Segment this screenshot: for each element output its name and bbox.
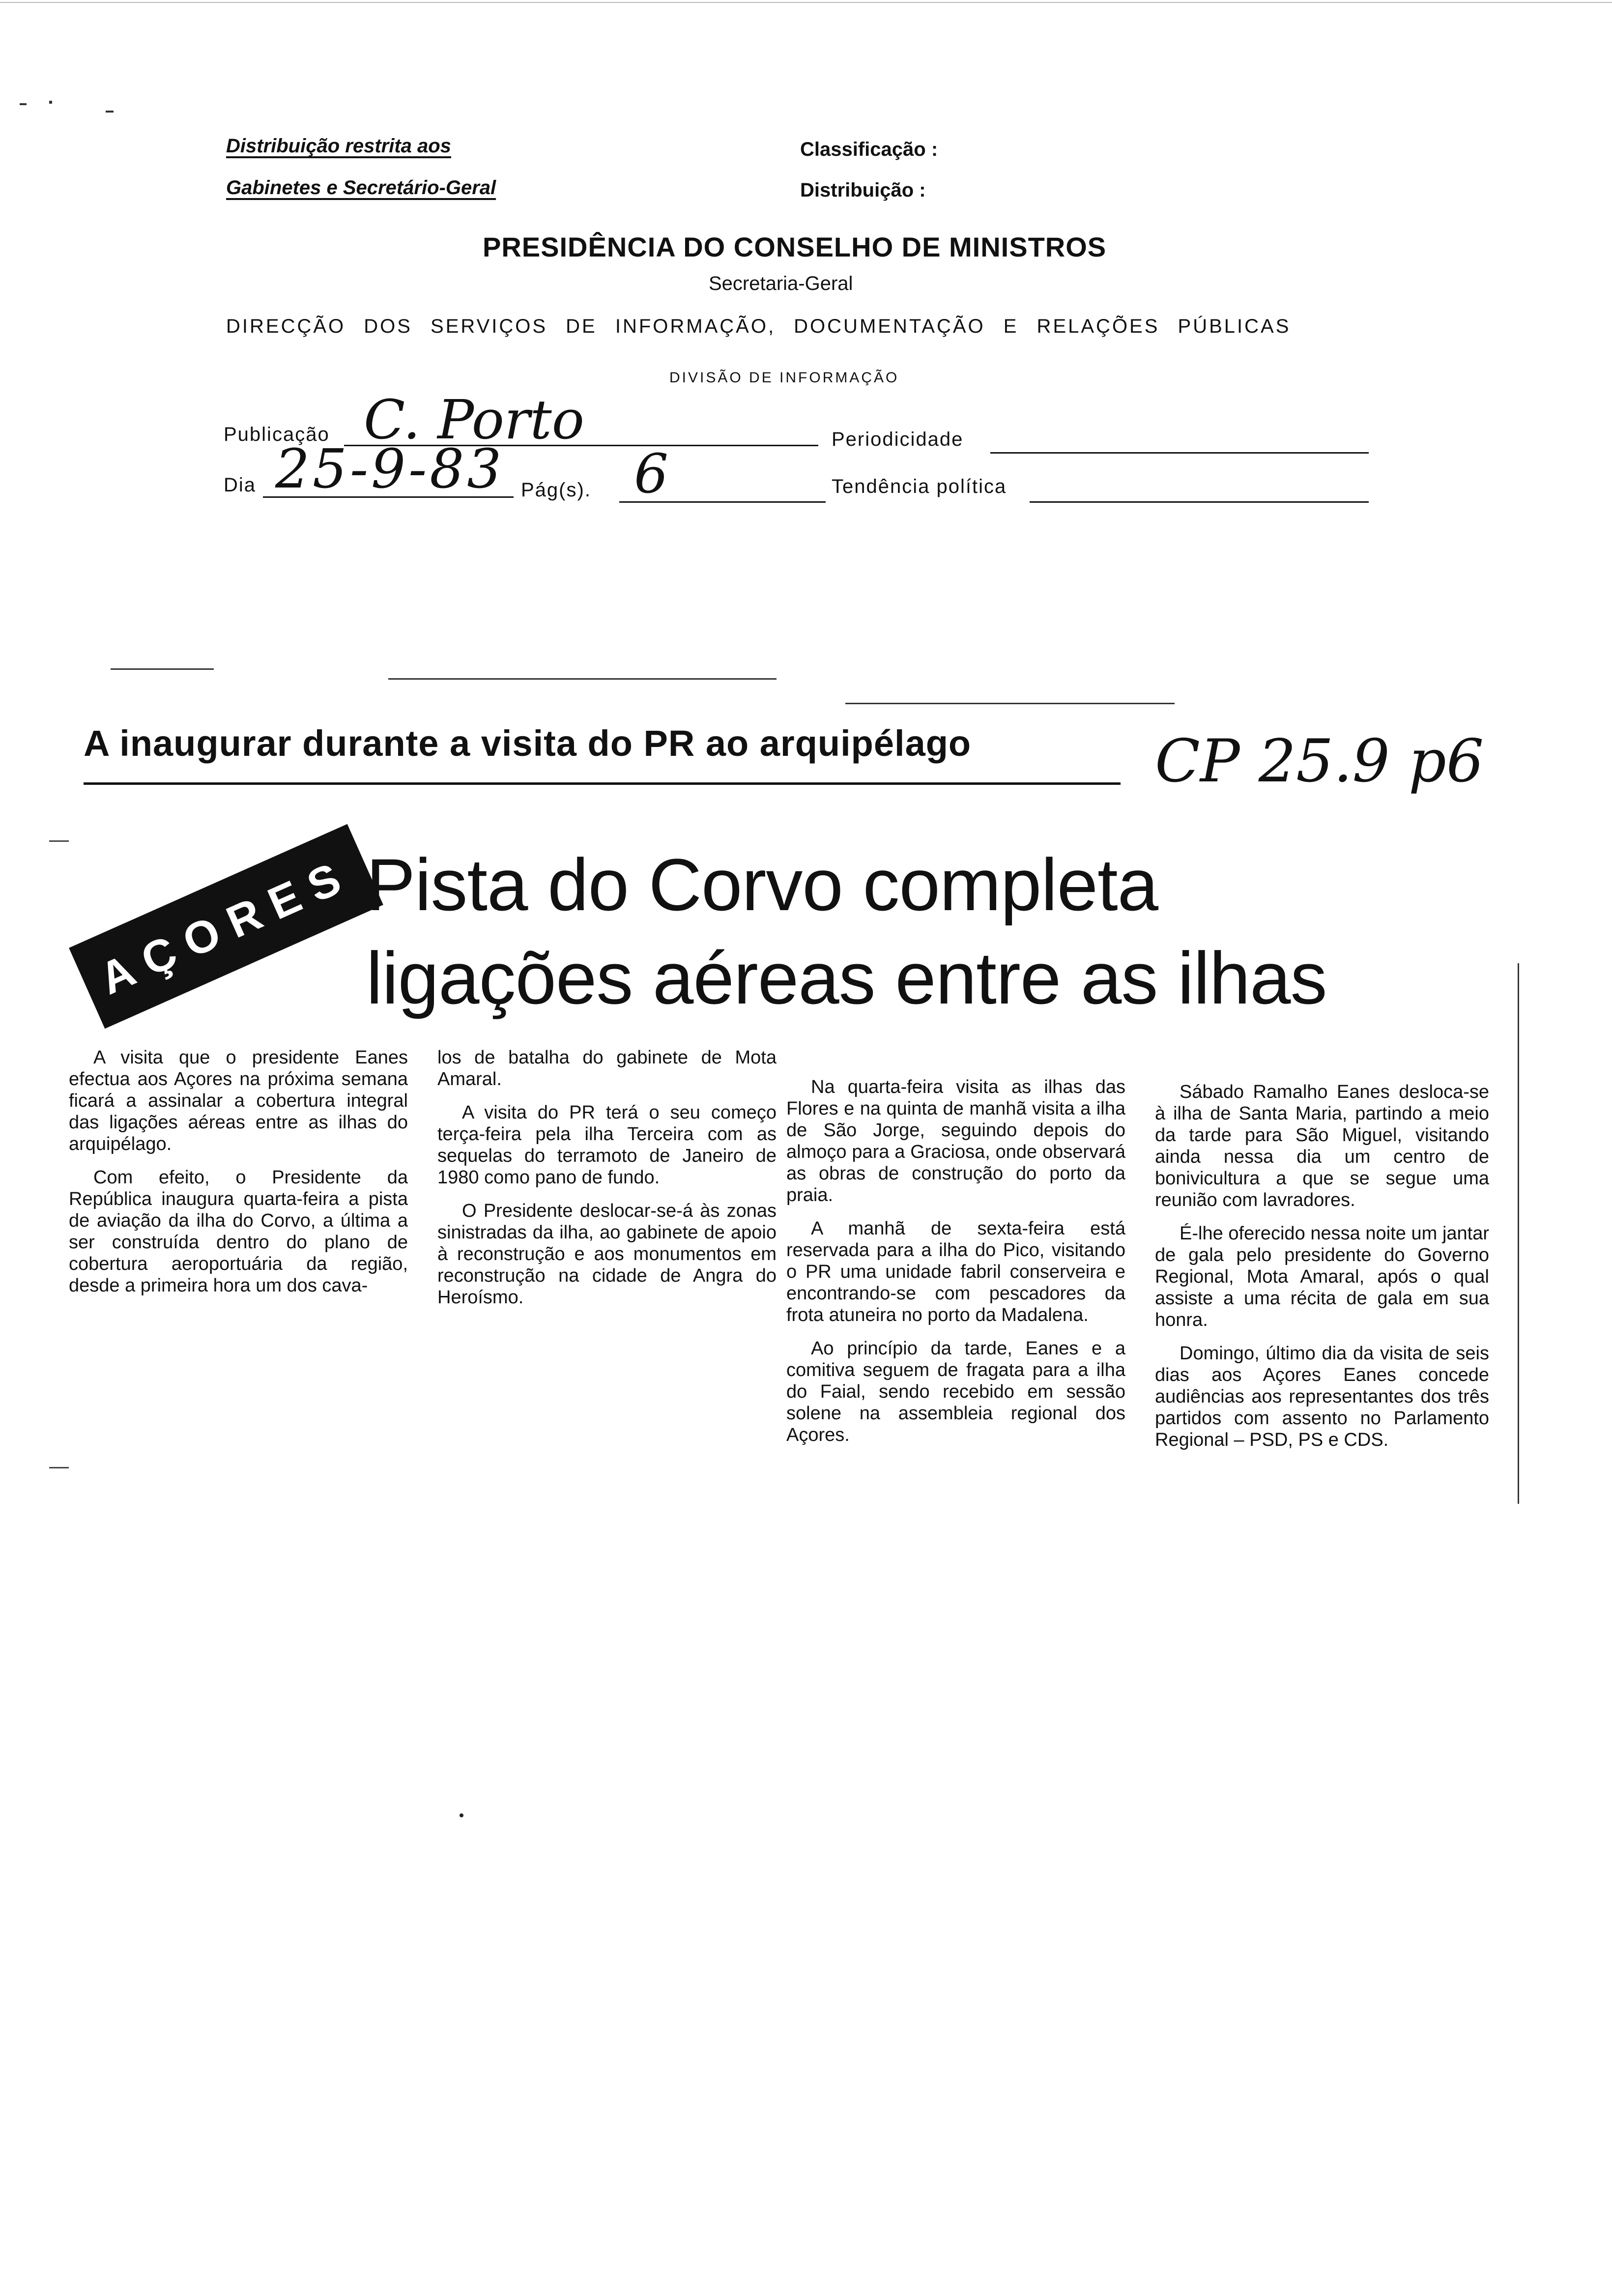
pags-handwritten-value: 6 [634,442,668,505]
article-paragraph: Com efeito, o Presidente da República inaugura quarta-feira a pista de aviação da ilha do Corvo, a última a ser construída dentro do plano de cobertura aeroportuária da região, desde a primeira hora um dos cava- [69,1167,408,1296]
periodicidade-label: Periodicidade [832,429,964,450]
article-column-4 [1155,1081,1489,1463]
tendencia-politica-label: Tendência política [832,476,1007,497]
scan-speck [460,1813,463,1817]
article-paragraph: A visita do PR terá o seu começo terça-feira pela ilha Terceira com as sequelas do terramoto de Janeiro de 1980 como pano de fundo. [437,1102,777,1188]
clipping-right-border [1518,963,1519,1504]
classificacao-label: Classificação : [800,139,938,160]
publicacao-label: Publicação [224,424,330,445]
clipping-handwritten-note: CP 25.9 p6 [1155,727,1484,796]
separator-rule [845,703,1175,704]
article-headline-line1: Pista do Corvo completa [366,843,1158,926]
margin-mark [49,840,69,842]
article-column-2 [437,1047,777,1320]
scan-speck [20,103,27,105]
secretaria-geral: Secretaria-Geral [709,273,853,294]
article-paragraph: los de batalha do gabinete de Mota Amaral. [437,1047,777,1090]
section-band-acores [69,824,383,1029]
pags-label: Pág(s). [521,479,591,501]
divisao-informacao: DIVISÃO DE INFORMAÇÃO [669,370,899,386]
scan-top-edge [0,2,1612,3]
separator-rule [111,668,214,670]
article-paragraph: A visita que o presidente Eanes efectua aos Açores na próxima semana ficará a assinalar a cobertura integral das ligações aéreas entre as ilhas do arquipélago. [69,1047,408,1154]
scan-speck [49,101,52,104]
periodicidade-line [990,452,1369,454]
ministry-title: PRESIDÊNCIA DO CONSELHO DE MINISTROS [483,231,1107,262]
dia-label: Dia [224,474,257,496]
kicker-underline [84,782,1121,785]
article-kicker: A inaugurar durante a visita do PR ao arquipélago [84,723,972,764]
distribuicao-label: Distribuição : [800,179,926,201]
tendencia-politica-line [1030,501,1369,503]
direccao-servicos: DIRECÇÃO DOS SERVIÇOS DE INFORMAÇÃO, DOCUMENTAÇÃO E RELAÇÕES PÚBLICAS [226,316,1291,337]
article-column-3 [786,1076,1125,1458]
restricted-distribution-line1: Distribuição restrita aos [226,135,451,157]
dia-handwritten-value: 25-9-83 [275,437,505,500]
restricted-distribution-line2: Gabinetes e Secretário-Geral [226,177,496,199]
article-paragraph: Sábado Ramalho Eanes desloca-se à ilha de Santa Maria, partindo a meio da tarde para São Miguel, visitando ainda nessa dia um centro de bonivicultura a que se segue uma reunião com lavradores. [1155,1082,1489,1210]
article-headline-line2: ligações aéreas entre as ilhas [366,937,1327,1019]
article-paragraph: É-lhe oferecido nessa noite um jantar de gala pelo presidente do Governo Regional, Mota Amaral, após o qual assiste a uma récita de gala em sua honra. [1155,1223,1489,1330]
section-label: AÇORES [92,848,360,1004]
margin-mark [49,1467,69,1468]
article-paragraph: A manhã de sexta-feira está reservada para a ilha do Pico, visitando o PR uma unidade fabril conserveira e encontrando-se com pescadores da frota atuneira no porto da Madalena. [786,1218,1125,1325]
separator-rule [388,678,777,680]
scan-speck [106,111,114,113]
article-column-1 [69,1047,408,1308]
article-paragraph: Domingo, último dia da visita de seis dias aos Açores Eanes concede audiências aos representantes dos três partidos com assento no Parlamento Regional – PSD, PS e CDS. [1155,1343,1489,1450]
article-paragraph: O Presidente deslocar-se-á às zonas sinistradas da ilha, ao gabinete de apoio à reconstrução e aos monumentos em reconstrução na cidade de Angra do Heroísmo. [437,1201,777,1308]
article-paragraph: Ao princípio da tarde, Eanes e a comitiva seguem de fragata para a ilha do Faial, sendo recebido em sessão solene na assembleia regional dos Açores. [786,1338,1125,1445]
article-paragraph: Na quarta-feira visita as ilhas das Flores e na quinta de manhã visita a ilha de São Jorge, seguindo depois do almoço para a Graciosa, onde observará as obras de construção do porto da praia. [786,1077,1125,1205]
publicacao-handwritten-value: C. Porto [364,388,584,451]
